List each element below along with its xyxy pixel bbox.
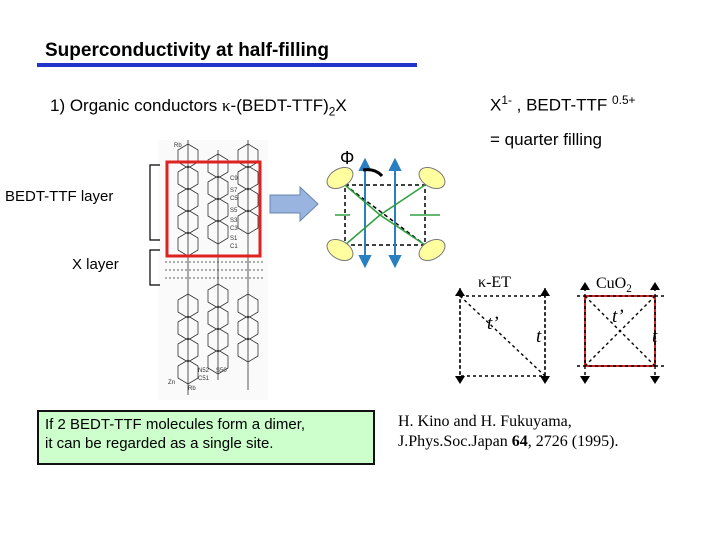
note-line-1: If 2 BEDT-TTF molecules form a dimer, — [45, 416, 306, 433]
cuo2-text: CuO — [596, 275, 627, 292]
atom-label: C51 — [198, 376, 210, 382]
cuo2-label — [596, 275, 632, 295]
cuo2-t-prime-label: t’ — [612, 306, 624, 327]
atom-label: N52 — [198, 368, 210, 374]
hop-arrow — [345, 215, 380, 245]
dimer-lattice — [323, 160, 448, 266]
dimer-note-box — [37, 410, 375, 465]
reference-journal: J.Phys.Soc.Japan 64, 2726 (1995). — [398, 433, 619, 450]
cuo2-subscript: 2 — [626, 283, 632, 296]
dimer-site — [415, 235, 448, 265]
quarter-filling-text: = quarter filling — [490, 130, 602, 149]
bedt-ttf-charge: 0.5+ — [612, 93, 636, 107]
atom-label: Rb — [174, 143, 182, 149]
formula-subscript: 2 — [328, 104, 336, 119]
atom-label: S7 — [230, 188, 238, 194]
big-right-arrow — [270, 187, 318, 221]
x-ion-charge: 1- — [501, 93, 512, 107]
arrow-head — [360, 256, 370, 266]
crystal-structure-drawing — [158, 140, 268, 400]
note-line-2: it can be regarded as a single site. — [45, 435, 274, 452]
formula-part-a: -(BEDT-TTF) — [230, 96, 329, 115]
item1-prefix: 1) Organic conductors — [50, 96, 222, 115]
atom-label: C1 — [230, 244, 238, 250]
reference-volume: 64 — [511, 433, 528, 450]
hop-arrow — [380, 215, 425, 245]
atom-label: S50 — [216, 368, 227, 374]
formula-part-b: X — [335, 96, 347, 115]
hop-arrow — [380, 185, 425, 215]
slide-title: Superconductivity at half-filling — [45, 40, 329, 61]
atom-label: S1 — [230, 236, 238, 242]
kappa-t-label: t — [536, 326, 542, 347]
atom-label: S5 — [230, 208, 238, 214]
reference-authors: H. Kino and H. Fukuyama, — [398, 413, 572, 430]
arrow-head — [390, 160, 400, 170]
reference — [398, 412, 618, 452]
atom-label: C9 — [230, 176, 238, 182]
bedt-ttf-layer-label: BEDT-TTF layer — [5, 188, 114, 205]
bedt-ttf-label: , BEDT-TTF — [511, 95, 613, 115]
kappa-symbol: κ — [221, 96, 231, 115]
x-layer-label: X layer — [72, 256, 119, 273]
atom-label: Rb — [188, 386, 196, 392]
kappa-t-prime-label: t’ — [487, 313, 499, 334]
hop-arrow — [345, 185, 380, 215]
arrow-head — [390, 256, 400, 266]
x-ion: X — [490, 95, 502, 115]
atom-label: C3 — [230, 226, 238, 232]
atom-label: C5 — [230, 196, 238, 202]
phi-symbol: Φ — [340, 148, 355, 168]
cuo2-t-label: t — [652, 326, 658, 347]
kappa-et-label: κ-ET — [478, 274, 511, 291]
kappa-et-lattice — [460, 288, 545, 380]
atom-label: Zn — [168, 380, 176, 386]
atom-label: S3 — [230, 218, 238, 224]
